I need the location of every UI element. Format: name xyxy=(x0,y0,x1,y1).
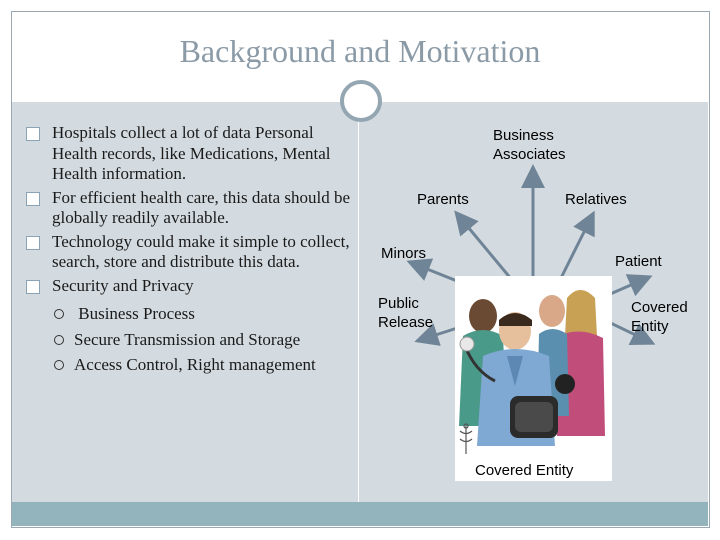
slide-title: Background and Motivation xyxy=(179,33,541,69)
label-business-associates: Business Associates xyxy=(493,127,566,163)
bullet-text: For efficient health care, this data should be globally readily available. xyxy=(52,187,351,227)
label-relatives: Relatives xyxy=(565,191,627,208)
label-parents: Parents xyxy=(417,191,469,208)
label-patient: Patient xyxy=(615,253,662,270)
bullet-text: Security and Privacy xyxy=(52,275,194,295)
bullet-text: Hospitals collect a lot of data Personal Health records, like Medications, Mental Health information. xyxy=(52,123,331,183)
arrow-relatives xyxy=(560,216,592,280)
sub-bullet-text: Business Process xyxy=(74,304,195,323)
label-minors: Minors xyxy=(381,245,427,262)
medical-staff-photo xyxy=(455,276,612,481)
label-covered-entity: Covered Entity xyxy=(631,299,688,335)
sub-bullet-text: Access Control, Right management xyxy=(74,355,316,374)
bullet-text: Technology could make it simple to collect, search, store and distribute this data. xyxy=(52,231,350,271)
label-public-release: Public Release xyxy=(378,295,434,331)
medical-staff-illustration xyxy=(455,276,612,481)
arrow-parents xyxy=(458,215,512,280)
photo-caption: Covered Entity xyxy=(475,462,574,479)
sub-bullet-text: Secure Transmission and Storage xyxy=(74,329,301,349)
